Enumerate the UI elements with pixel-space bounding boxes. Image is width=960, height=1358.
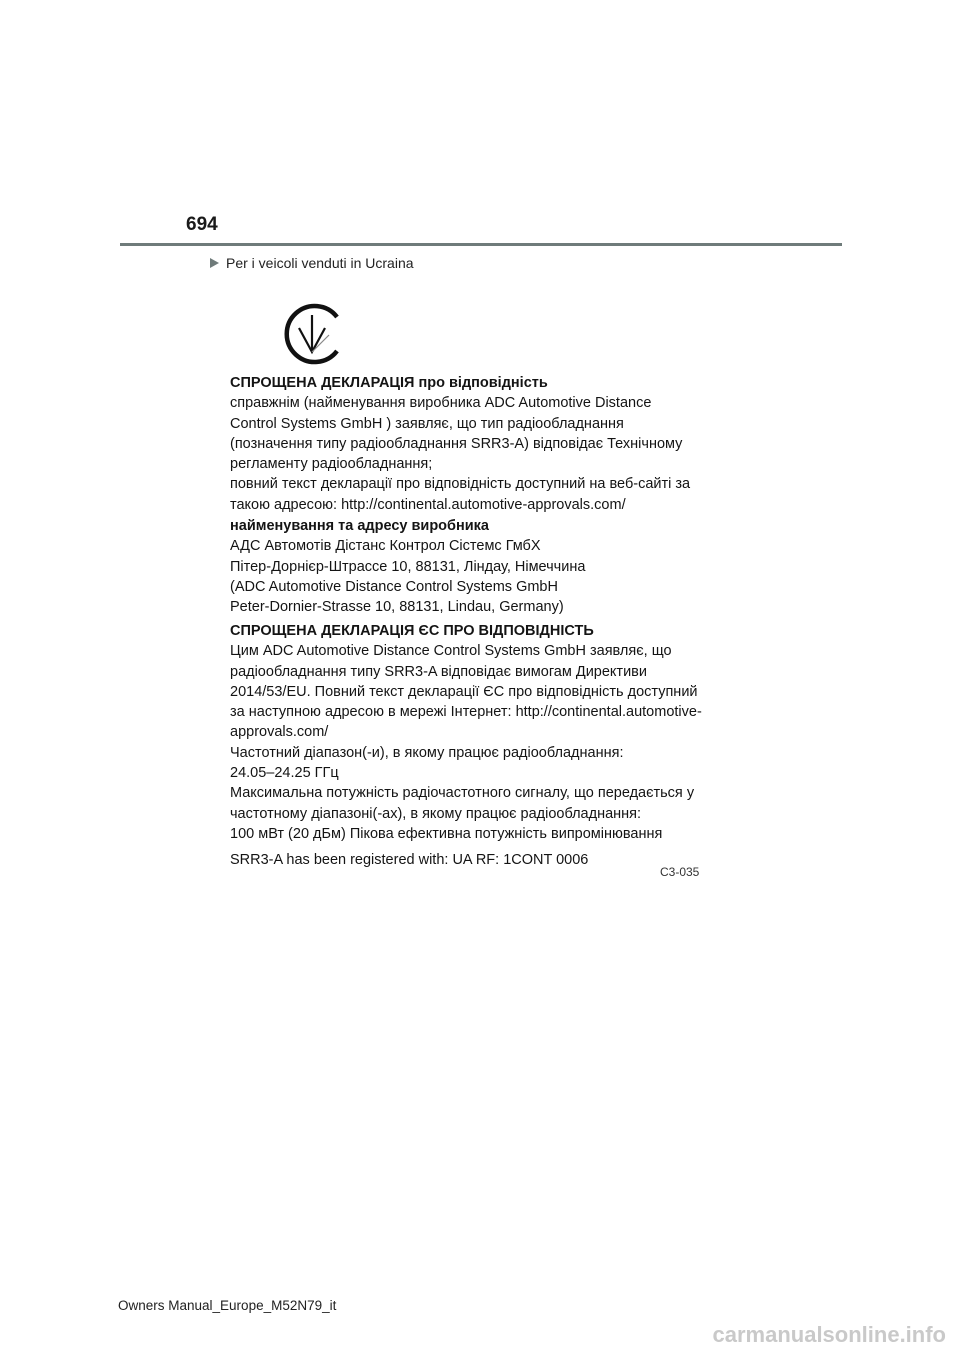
eu-declaration-line: approvals.com/	[230, 724, 329, 741]
manufacturer-line: Peter-Dornier-Strasse 10, 88131, Lindau, Germany)	[230, 599, 564, 616]
header-divider	[120, 243, 842, 246]
manufacturer-line: АДС Автомотів Дістанс Контрол Сістемс ГмбХ	[230, 538, 541, 555]
triangle-bullet-icon	[210, 258, 219, 268]
eu-declaration-line: частотному діапазоні(-ах), в якому працює радіообладнання:	[230, 805, 642, 822]
eu-declaration-line: 2014/53/EU. Повний текст декларації ЄС про відповідність доступний	[230, 683, 698, 700]
eu-declaration	[230, 621, 750, 844]
declaration-line: повний текст декларації про відповідність доступний на веб-сайті за	[230, 476, 691, 493]
manufacturer-heading: найменування та адресу виробника	[230, 518, 489, 534]
eu-declaration-line: 24.05–24.25 ГГц	[230, 765, 339, 782]
eu-declaration-line: за наступною адресою в мережі Інтернет: http://continental.automotive-	[230, 704, 702, 721]
declaration-heading: СПРОЩЕНА ДЕКЛАРАЦІЯ про відповідність	[230, 375, 548, 391]
manufacturer-address	[230, 516, 750, 617]
page-number: 694	[186, 214, 218, 235]
section-heading-text: Per i veicoli venduti in Ucraina	[226, 255, 414, 271]
figure-code: C3-035	[660, 865, 700, 879]
registration-text: SRR3-A has been registered with: UA RF: 1CONT 0006	[230, 852, 589, 868]
eu-declaration-heading: СПРОЩЕНА ДЕКЛАРАЦІЯ ЄС ПРО ВІДПОВІДНІСТЬ	[230, 623, 594, 639]
declaration-line: Control Systems GmbH ) заявляє, що тип радіообладнання	[230, 415, 624, 432]
declaration-line: справжнім (найменування виробника ADC Automotive Distance	[230, 395, 652, 412]
section-heading	[210, 255, 414, 271]
declaration-line: такою адресою: http://continental.automotive-approvals.com/	[230, 496, 626, 513]
manufacturer-line: Пітер-Дорнієр-Штрассе 10, 88131, Ліндау, Німеччина	[230, 558, 586, 575]
eu-declaration-line: 100 мВт (20 дБм) Пікова ефективна потужність випромінювання	[230, 825, 663, 842]
declaration-line: (позначення типу радіообладнання SRR3-A) відповідає Технічному	[230, 435, 683, 452]
manufacturer-line: (ADC Automotive Distance Control Systems GmbH	[230, 578, 558, 595]
eu-declaration-line: Частотний діапазон(-и), в якому працює радіообладнання:	[230, 744, 624, 761]
eu-declaration-line: Максимальна потужність радіочастотного сигналу, що передається у	[230, 785, 695, 802]
footer-manual-id: Owners Manual_Europe_M52N79_it	[118, 1298, 337, 1313]
declaration-line: регламенту радіообладнання;	[230, 456, 433, 473]
simplified-declaration	[230, 373, 750, 515]
watermark: carmanualsonline.info	[712, 1322, 946, 1347]
ukraine-conformity-mark-icon	[281, 301, 343, 367]
eu-declaration-line: Цим ADC Automotive Distance Control Systems GmbH заявляє, що	[230, 643, 672, 660]
eu-declaration-line: радіообладнання типу SRR3-A відповідає вимогам Директиви	[230, 663, 647, 680]
